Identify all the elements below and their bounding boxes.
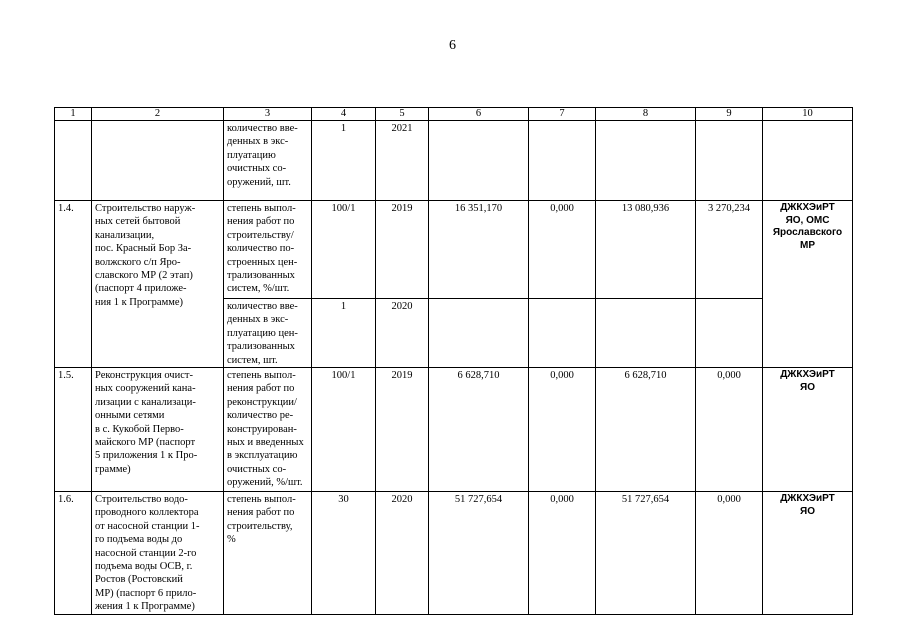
year-cell: 2020 <box>376 492 429 615</box>
header-row <box>55 108 853 121</box>
table-row <box>55 201 853 299</box>
total-cell <box>429 299 529 368</box>
federal-cell: 0,000 <box>529 368 596 492</box>
object-name-cell <box>92 121 224 201</box>
row-number-cell: 1.5. <box>55 368 92 492</box>
total-cell: 16 351,170 <box>429 201 529 299</box>
executor-cell: ДЖКХЭиРТ ЯО, ОМС Ярославского МР <box>763 201 853 368</box>
year-cell: 2019 <box>376 368 429 492</box>
indicator-cell: количество вве- денных в экс- плуатацию очистных со- оружений, шт. <box>224 121 312 201</box>
table-row <box>55 492 853 615</box>
total-cell: 51 727,654 <box>429 492 529 615</box>
executor-cell: ДЖКХЭиРТ ЯО <box>763 492 853 615</box>
year-cell: 2020 <box>376 299 429 368</box>
indicator-cell: степень выпол- нения работ по реконструкции/ количество ре- конструирован- ных и введенных в эксплуатацию очистных со- оружений, %/шт. <box>224 368 312 492</box>
object-name-cell: Строительство водо- проводного коллектора от насосной станции 1- го подъема воды до насосной станции 2-го подъема воды ОСВ, г. Ростов (Ростовский МР) (паспорт 6 прило- жения 1 к Программе) <box>92 492 224 615</box>
regional-cell: 51 727,654 <box>596 492 696 615</box>
federal-cell <box>529 121 596 201</box>
table-row <box>55 368 853 492</box>
local-cell: 3 270,234 <box>696 201 763 299</box>
object-name-cell: Реконструкция очист- ных сооружений кана- лизации с канализаци- онными сетями в с. Кукобой Перво- майского МР (паспорт 5 приложения 1 к Про- грамме) <box>92 368 224 492</box>
header-cell: 3 <box>224 108 312 121</box>
indicator-cell: степень выпол- нения работ по строительству/ количество по- строенных цен- трализованных систем, %/шт. <box>224 201 312 299</box>
total-cell: 6 628,710 <box>429 368 529 492</box>
regional-cell: 6 628,710 <box>596 368 696 492</box>
program-table <box>54 107 853 615</box>
table-row <box>55 121 853 201</box>
year-cell: 2019 <box>376 201 429 299</box>
header-cell: 2 <box>92 108 224 121</box>
page-number: 6 <box>449 38 456 53</box>
federal-cell: 0,000 <box>529 492 596 615</box>
federal-cell: 0,000 <box>529 201 596 299</box>
header-cell: 10 <box>763 108 853 121</box>
executor-cell <box>763 121 853 201</box>
indicator-value-cell: 1 <box>312 121 376 201</box>
indicator-value-cell: 100/1 <box>312 201 376 299</box>
regional-cell: 13 080,936 <box>596 201 696 299</box>
total-cell <box>429 121 529 201</box>
header-cell: 5 <box>376 108 429 121</box>
header-cell: 9 <box>696 108 763 121</box>
local-cell <box>696 299 763 368</box>
header-cell: 1 <box>55 108 92 121</box>
row-number-cell <box>55 121 92 201</box>
year-cell: 2021 <box>376 121 429 201</box>
header-cell: 4 <box>312 108 376 121</box>
indicator-cell: степень выпол- нения работ по строительству, % <box>224 492 312 615</box>
row-number-cell: 1.6. <box>55 492 92 615</box>
local-cell <box>696 121 763 201</box>
object-name-cell: Строительство наруж- ных сетей бытовой канализации, пос. Красный Бор За- волжского с/п Яро- славского МР (2 этап) (паспорт 4 приложе- ния 1 к Программе) <box>92 201 224 368</box>
header-cell: 6 <box>429 108 529 121</box>
federal-cell <box>529 299 596 368</box>
indicator-value-cell: 1 <box>312 299 376 368</box>
regional-cell <box>596 121 696 201</box>
header-cell: 8 <box>596 108 696 121</box>
local-cell: 0,000 <box>696 368 763 492</box>
indicator-value-cell: 100/1 <box>312 368 376 492</box>
indicator-value-cell: 30 <box>312 492 376 615</box>
local-cell: 0,000 <box>696 492 763 615</box>
regional-cell <box>596 299 696 368</box>
row-number-cell: 1.4. <box>55 201 92 368</box>
indicator-cell: количество вве- денных в экс- плуатацию цен- трализованных систем, шт. <box>224 299 312 368</box>
header-cell: 7 <box>529 108 596 121</box>
executor-cell: ДЖКХЭиРТ ЯО <box>763 368 853 492</box>
